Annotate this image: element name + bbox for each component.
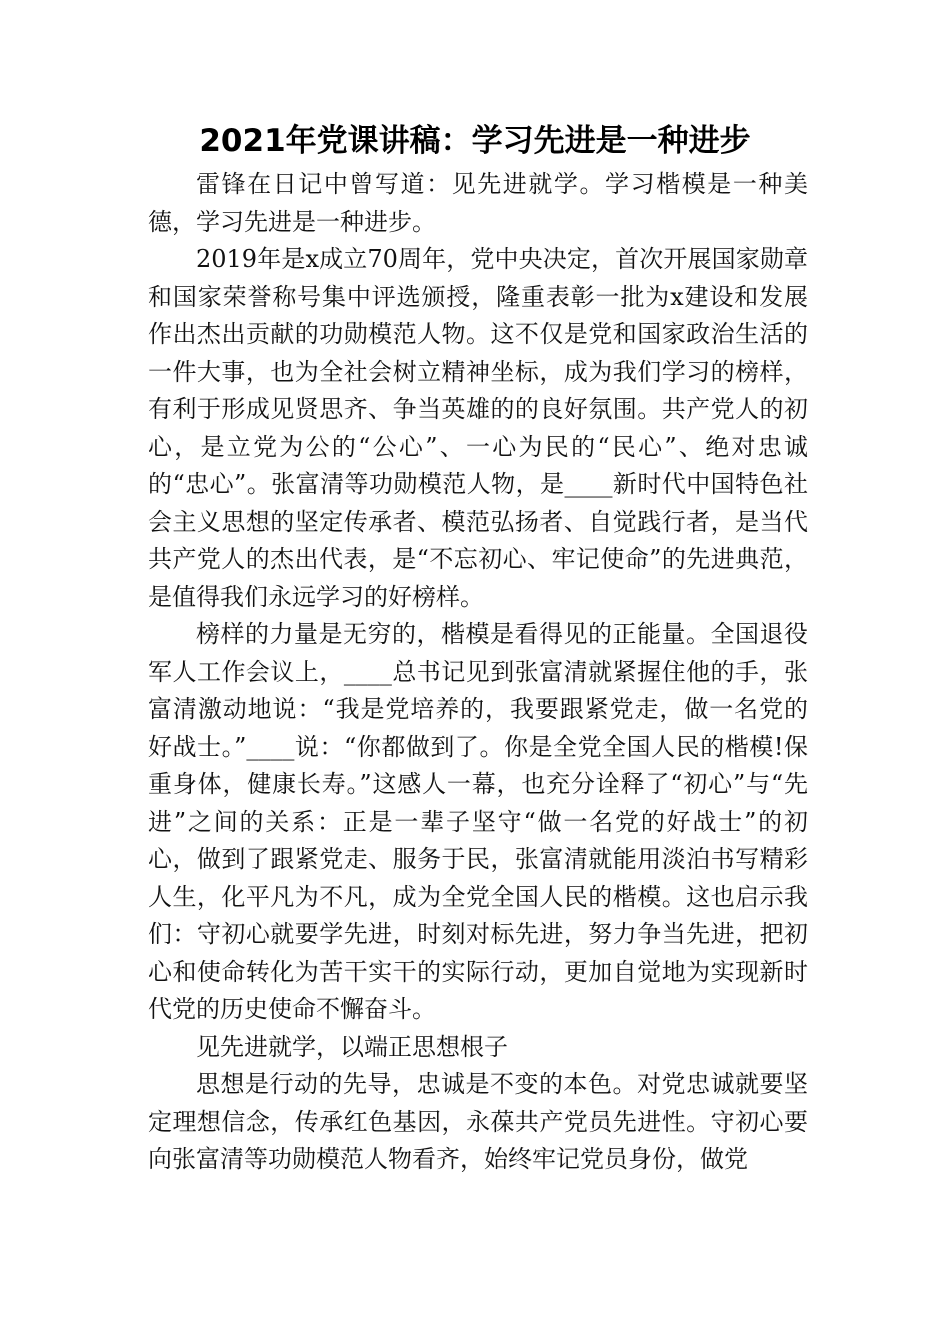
section-heading-learn-advanced: 见先进就学，以端正思想根子: [196, 1032, 508, 1061]
document-title: 2021年党课讲稿：学习先进是一种进步: [199, 123, 751, 159]
paragraph-role-models: 榜样的力量是无穷的，楷模是看得见的正能量。全国退役军人工作会议上，____总书记见到张富清就紧握住他的手，张富清激动地说：“我是党培养的，我要跟紧党走，做一名党的好战士。”____说：“你都做到了。你是全党全国人民的楷模!保重身体，健康长寿。”这感人一幕，也充分诠释了“初心”与“先进”之间的关系：正是一辈子坚守“做一名党的好战士”的初心，做到了跟紧党走、服务于民，张富清就能用淡泊书写精彩人生，化平凡为不凡，成为全党全国人民的楷模。这也启示我们：守初心就要学先进，时刻对标先进，努力争当先进，把初心和使命转化为苦干实干的实际行动，更加自觉地为实现新时代党的历史使命不懈奋斗。: [148, 620, 808, 1023]
document-body: [148, 166, 808, 1179]
paragraph-2019-awards: 2019年是x成立70周年，党中央决定，首次开展国家勋章和国家荣誉称号集中评选颁授，隆重表彰一批为x建设和发展作出杰出贡献的功勋模范人物。这不仅是党和国家政治生活的一件大事，也为全社会树立精神坐标，成为我们学习的榜样，有利于形成见贤思齐、争当英雄的的良好氛围。共产党人的初心，是立党为公的“公心”、一心为民的“民心”、绝对忠诚的“忠心”。张富清等功勋模范人物，是____新时代中国特色社会主义思想的坚定传承者、模范弘扬者、自觉践行者，是当代共产党人的杰出代表，是“不忘初心、牢记使命”的先进典范，是值得我们永远学习的好榜样。: [148, 245, 808, 611]
paragraph-thought-guide: 思想是行动的先导，忠诚是不变的本色。对党忠诚就要坚定理想信念，传承红色基因，永葆共产党员先进性。守初心要向张富清等功勋模范人物看齐，始终牢记党员身份，做党: [148, 1070, 808, 1173]
paragraph-intro: 雷锋在日记中曾写道：见先进就学。学习楷模是一种美德，学习先进是一种进步。: [148, 170, 808, 236]
